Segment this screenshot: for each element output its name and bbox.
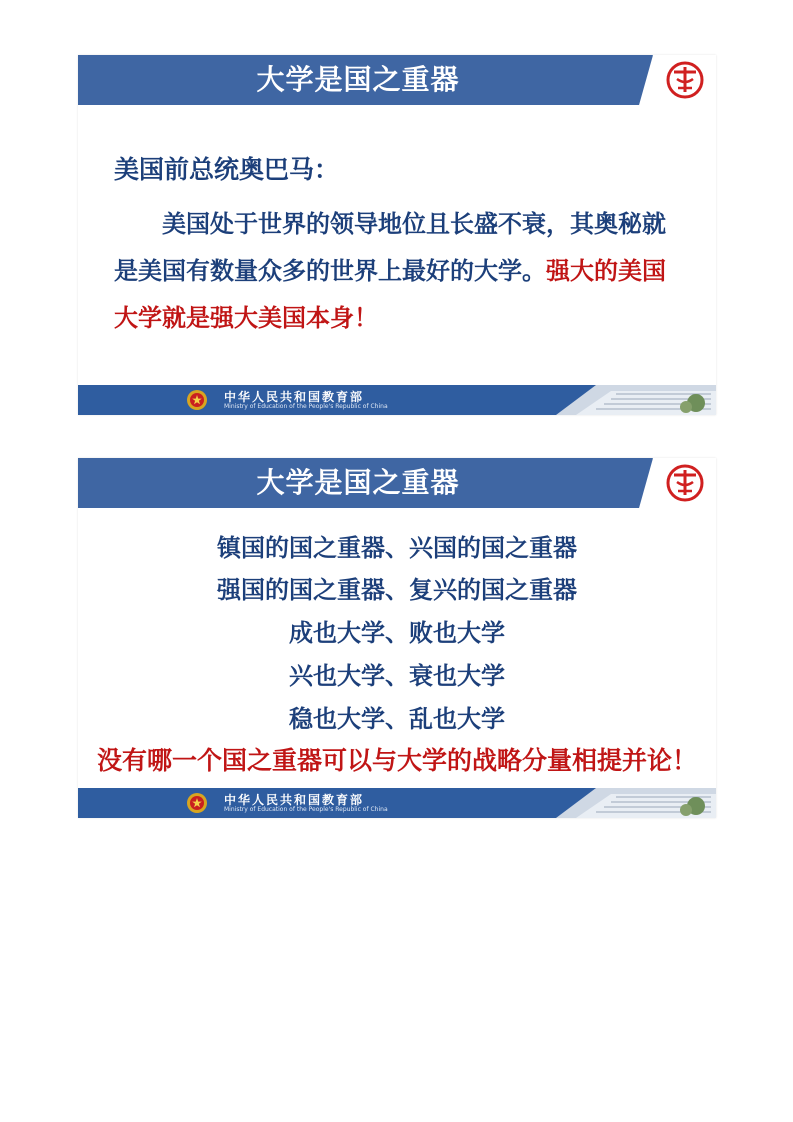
ministry-name-en: Ministry of Education of the People's Republic of China (224, 403, 388, 410)
slide-line: 镇国的国之重器、兴国的国之重器 (217, 534, 577, 562)
slide-1 (78, 55, 716, 415)
slide-line: 兴也大学、衰也大学 (289, 662, 505, 690)
slide-line: 稳也大学、乱也大学 (289, 705, 505, 733)
quote-heading: 美国前总统奥巴马： (114, 155, 340, 184)
quote-text-blue: 美国处于世界的领导地位且长盛不衰，其奥秘就是美国有数量众多的世界上最好的大学。 (114, 210, 666, 285)
slide-footer (78, 788, 716, 818)
slide-header (78, 55, 716, 105)
slide-line: 强国的国之重器、复兴的国之重器 (217, 576, 577, 604)
ministry-name-cn: 中华人民共和国教育部 (224, 793, 365, 807)
slide-line: 成也大学、败也大学 (289, 619, 505, 647)
national-emblem-icon (186, 792, 208, 814)
ministry-name-en: Ministry of Education of the People's Republic of China (224, 806, 388, 813)
ministry-name-cn: 中华人民共和国教育部 (224, 390, 365, 404)
slide-footer (78, 385, 716, 415)
slide-title: 大学是国之重器 (256, 466, 460, 499)
university-logo-icon (638, 458, 716, 508)
building-photo (536, 788, 716, 818)
national-emblem-icon (186, 389, 208, 411)
quote-paragraph (114, 201, 674, 342)
university-logo-icon (638, 55, 716, 105)
slide-title: 大学是国之重器 (256, 63, 460, 96)
quote-text-red: 强大的美国大学就是强大美国本身！ (114, 257, 666, 332)
slide-header (78, 458, 716, 508)
slide-2 (78, 458, 716, 818)
building-photo (536, 385, 716, 415)
closing-statement: 没有哪一个国之重器可以与大学的战略分量相提并论！ (96, 746, 697, 775)
